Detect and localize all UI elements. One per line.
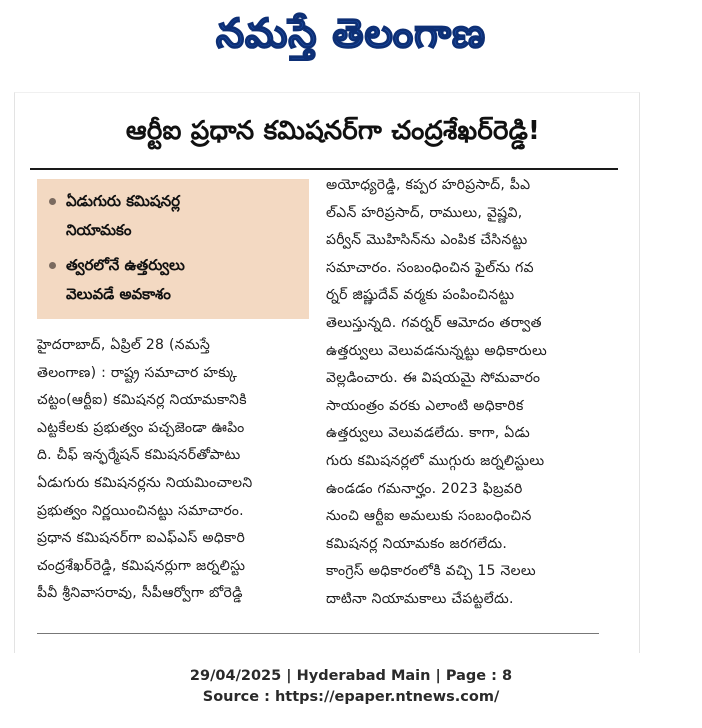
headline-rule <box>30 168 618 170</box>
body-line: పీవీ శ్రీనివాసరావు, సీపీఆర్వోగా బోరెడ్డి <box>37 585 243 602</box>
highlight-line: నియామకం <box>66 221 132 239</box>
footer-source: Source : https://epaper.ntnews.com/ <box>202 689 500 705</box>
article-body-right-column <box>326 172 610 614</box>
bottom-rule <box>37 633 599 634</box>
body-line: సాయంత్రం వరకు ఎలాంటి అధికారిక <box>326 397 524 414</box>
body-line: ఉత్తర్వులు వెలువడనున్నట్టు అధికారులు <box>326 342 548 359</box>
body-line: హైదరాబాద్‌, ఏప్రిల్‌ 28 (నమస్తే <box>37 337 211 353</box>
body-line: ది. చీఫ్‌ ఇన్ఫర్మేషన్‌ కమిషనర్‌తోపాటు <box>37 447 241 464</box>
body-line: కమిషనర్ల నియామకం జరగలేదు. <box>326 535 508 552</box>
body-line: ప్రధాన కమిషనర్‌గా ఐఎఫ్‌ఎస్‌ అధికారి <box>37 530 246 547</box>
body-line: నుంచి ఆర్టీఐ అమలుకు సంబంధించిన <box>326 508 532 525</box>
body-line: ఉత్తర్వులు వెలువడలేదు. కాగా, ఏడు <box>326 425 531 442</box>
body-line: ఎట్టకేలకు ప్రభుత్వం పచ్చజెండా ఊపిం <box>37 419 245 436</box>
body-line: ఏడుగురు కమిషనర్లను నియమించాలని <box>37 474 253 491</box>
body-line: తెలుస్తున్నది. గవర్నర్‌ ఆమోదం తర్వాత <box>326 314 542 331</box>
highlight-line: ఏడుగురు కమిషనర్ల <box>66 192 181 210</box>
highlights-box <box>37 179 309 319</box>
article-body-left-column <box>37 332 309 608</box>
body-line: అయోధ్యరెడ్డి, కప్పర హరిప్రసాద్‌, పీఎ <box>326 177 531 193</box>
highlight-line: త్వరలోనే ఉత్తర్వులు <box>66 256 185 274</box>
highlight-line: వెలువడే అవకాశం <box>66 285 171 303</box>
body-line: దాటినా నియామకాలు చేపట్టలేదు. <box>326 590 514 607</box>
body-line: వెల్లడించారు. ఈ విషయమై సోమవారం <box>326 370 541 387</box>
body-line: గురు కమిషనర్లలో ముగ్గురు జర్నలిస్టులు <box>326 452 545 469</box>
headline: ఆర్టీఐ ప్రధాన కమిషనర్‌గా చంద్రశేఖర్‌రెడ్డి! <box>125 116 541 146</box>
masthead-title: నమస్తే తెలంగాణ <box>215 11 487 57</box>
body-line: పర్వీన్‌ మొహిసిన్‌ను ఎంపిక చేసినట్టు <box>326 232 528 249</box>
body-line: తెలంగాణ) : రాష్ట్ర సమాచార హక్కు <box>37 364 238 381</box>
body-line: చంద్రశేఖర్‌రెడ్డి, కమిషనర్లుగా జర్నలిస్టు <box>37 557 246 574</box>
bullet-icon <box>49 198 56 205</box>
highlight-item <box>49 251 299 309</box>
footer-date-edition: 29/04/2025 | Hyderabad Main | Page : 8 <box>189 668 513 684</box>
bullet-icon <box>49 262 56 269</box>
body-line: ప్రభుత్వం నిర్ణయించినట్టు సమాచారం. <box>37 502 244 519</box>
highlight-item <box>49 187 299 245</box>
body-line: సమాచారం. సంబంధించిన ఫైల్‌ను గవ <box>326 259 534 276</box>
body-line: కాంగ్రెస్‌ అధికారంలోకి వచ్చి 15 నెలలు <box>326 563 536 580</box>
body-line: ర్నర్‌ జిష్ణుదేవ్‌ వర్మకు పంపించినట్టు <box>326 287 515 304</box>
body-line: ల్‌ఎన్‌ హరిప్రసాద్‌, రాములు, వైష్ణవి, <box>326 204 523 221</box>
body-line: ఉండడం గమనార్హం. 2023 ఫిబ్రవరి <box>326 480 523 497</box>
masthead <box>0 0 702 78</box>
footer <box>0 666 702 708</box>
body-line: చట్టం(ఆర్టీఐ) కమిషనర్ల నియామకానికి <box>37 392 247 409</box>
